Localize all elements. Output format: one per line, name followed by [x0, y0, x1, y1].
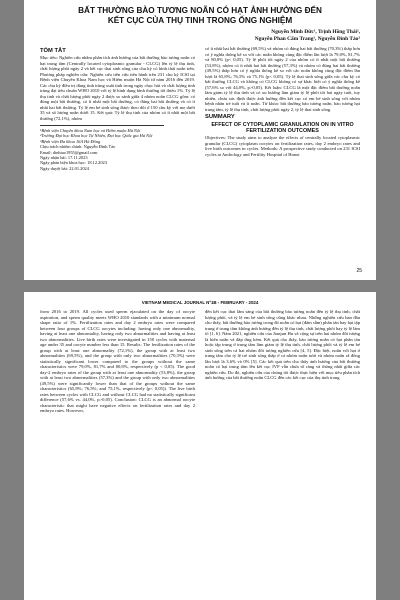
affiliation-line: ¹Bệnh viện Chuyên khoa Nam học và Hiếm muộn Hà Nội — [40, 128, 141, 133]
affiliation-line: Chịu trách nhiệm chính: Nguyễn Đình Tảo — [40, 144, 116, 150]
summary-en-title: EFFECT OF CYTOPLAMIC GRANULATION ON IN VITRO FERTILIZATION OUTCOMES — [211, 122, 354, 134]
title-line-1: BẤT THƯỜNG BÀO TƯƠNG NOÃN CÓ HẠT ẢNH HƯỞNG ĐẾN — [78, 6, 322, 15]
left-column — [40, 309, 195, 414]
affiliation-line: ²Trường Đại học Khoa học Tự Nhiên, Đại học Quốc gia Hà Nội — [40, 133, 153, 139]
summary-en-text: Objectives: The study aims to analyze the effects of centrally located cytoplasmic granular (CLCG) cytoplasm oocytes on fertilization rates, day 2 embryo rates and live birth outcomes in cycles. Methods: A prospective study conducted on 231 ICSI cycles at Andrology and Fertility Hospital of Hanoi — [205, 135, 360, 157]
title-line-2: KẾT CỤC CỦA THỤ TINH TRONG ỐNG NGHIỆM — [107, 16, 293, 25]
affiliation-line: Ngày duyệt bài: 22.01.2024 — [40, 165, 89, 171]
summary-en-heading: SUMMARY — [205, 114, 235, 120]
affiliation-line: Ngày nhận bài: 17.11.2023 — [40, 155, 88, 161]
affiliations — [40, 128, 195, 171]
affiliation-line: ³Bệnh viện Đa khoa 16A Hà Đông — [40, 138, 101, 144]
article-title — [40, 6, 360, 26]
journal-page-1 — [24, 0, 376, 280]
authors-line-1: Nguyễn Minh Đức¹, Trịnh Hồng Thái², — [271, 29, 360, 35]
running-header: VIETNAM MEDICAL JOURNAL Nº1B - FEBRUARY - 2024 — [141, 300, 259, 305]
affiliation-line: Email: dinhtao1955@gmail.com — [40, 149, 98, 155]
authors-line-2: Nguyễn Phan Cẩm Trang¹, Nguyễn Đình Tảo³ — [254, 36, 360, 42]
introduction-text: đến kết cục thai lâm sàng của bất thường bào tương noãn đến tỷ lệ thụ tinh, chất lượng phôi, và tỷ lệ em bé sinh sống cũng khác nhau. Những nghiên cứu ban đầu cho thấy, bất thường bào tương trong đó noãn có hạt (đám sẫm) phân tán hay hạt tập trung ở trung tâm không ảnh hưởng đến tỷ lệ thụ tinh, chất lượng phôi hay tỷ lệ làm tổ [1, 6]. Năm 2021, nghiên cứu của Jianjun Hu và cộng sự trên hai nhóm đối tượng là hiến noãn và đáp ứng kém. Kết quả cho thấy, bào tương noãn có hạt phân tán hoặc tập trung ở trung tâm làm giảm tỷ lệ thụ tinh, chất lượng phôi và tỷ lệ em bé sinh sống trên cả hai nhóm đối tượng nghiên cứu [4, 5]. Đặc biệt, noãn với hạt ở trung tâm cho tỷ lệ trẻ sinh sống thấp ở cả nhóm noãn tươi và nhóm noãn rã đông lần lượt là 3,6% và 0% [5]. Các kết quả trên cho thấy ảnh hưởng của bất thường noãn có hạt trung tâm lên kết cục IVF vẫn chưa rõ ràng và thống nhất giữa các nghiên cứu. Do đó, nghiên cứu của chúng tôi được thực hiện với mục tiêu phân tích ảnh hưởng của bất thường noãn CLCG đến các kết cục của thụ tinh trong — [205, 309, 360, 380]
abstract-vi-continued: có ít nhất hai bất thường (69,5%) và nhóm có đúng hai bất thường (70,3%) thấp hơn có ý nghĩa thống kê so với các noãn không cùng đặc điểm lần lượt là 79,0%, 81,7% và 80,8% (p< 0,05). Tỷ lệ phôi tốt ngày 2 của nhóm có ít nhất một bất thường (53,8%), nhóm có ít nhất hai bất thường (57,3%) và nhóm có đúng hai bất thường (49,5%) thấp hơn có ý nghĩa thống kê so với các noãn không cùng đặc điểm lần lượt là 65,8%; 76,5% và 75,1% (p< 0,05). Tỷ lệ thai sinh sống giữa các chu kỳ có bất thường CLCG và không có CLCG không có sự khác biệt có ý nghĩa thống kê (57,6% so với 44,0%, p>0,05). Kết luận: CLCG là một đặc điểm bất thường noãn làm giảm tỷ lệ thụ tinh và có xu hướng làm giảm tỷ lệ phôi tốt hai ngày tuổi, tuy nhiên, chưa xác định được ảnh hưởng đến kết cục có em bé sinh sống với nhóm bệnh nhân trẻ tuổi và ít noãn. Từ khóa: bất thường bào tương noãn, bào tương hạt trung tâm, tỷ lệ thụ tinh, chất lượng phôi ngày 2, tỷ lệ thai sinh sống. — [205, 46, 360, 112]
abstract-vi-text: Mục tiêu: Nghiên cứu nhằm phân tích ảnh hưởng của bất thường bào tương noãn có hạt trung tâm (Centrally located cytoplasmic granular - CLCG) lên tỷ lệ thụ tinh, chất lượng phôi ngày 2 và kết cục thai sinh sống của chu kỳ có hình thái noãn trên. Phương pháp nghiên cứu: Nghiên cứu tiến cứu tiến hành trên 231 chu kỳ ICSI tại Bệnh viện Chuyên Khoa Nam học và Hiếm muộn Hà Nội từ năm 2016 đến 2019. Các chu kỳ điều trị dùng tinh trùng xuất tinh trong ngày chọc hút và chất lượng tinh trùng đạt tiêu chuẩn WHO 2010 với tỷ lệ hình dạng bình thường tối thiểu 1%. Tỷ lệ thụ tinh và chất lượng phôi ngày 2 được so sánh giữa 4 nhóm noãn CLCG gồm: có đúng một bất thường, có ít nhất một bất thường, có đúng hai bất thường và có ít nhất hai bất thường. Tỷ lệ em bé sinh sống được theo dõi ở 150 chu kỳ với mẹ dưới 35 và số lượng noãn dưới 15. Kết quả: Tỷ lệ thụ tinh của nhóm có ít nhất một bất thường (72,1%), nhóm — [40, 55, 195, 121]
summary-heading: TÓM TẮT — [40, 48, 66, 54]
left-column — [40, 46, 195, 171]
right-column — [205, 309, 360, 414]
two-column-body — [40, 309, 360, 414]
authors — [40, 29, 360, 43]
right-column — [205, 46, 360, 171]
two-column-body — [40, 46, 360, 171]
footnote-divider — [40, 125, 164, 126]
page-number: 25 — [356, 268, 362, 274]
summary-en-continued: from 2016 to 2019. All cycles used sperm ejaculated on the day of oocyte aspiration, and sperm quality meets WHO 2010 standards with a minimum normal shape ratio of 1%. Fertilization rates and day 2 embryo rates were compared between four groups of CLCG oocytes including: having only one abnormality, having at least one abnormality, having only two abnormalities and having at least two abnormalities. Live birth rates were investigated in 150 cycles with maternal age under 35 and oocyte number less than 15. Results: The fertilization rates of the group with at least one abnormality (72,1%), the group with at least two abnormalities (69,5%), and the group with only two abnormalities (70,3%) were statistically significant lower compared to the groups without the same characteristics were 79,0%, 81,7% and 80,8%, respectively (p < 0,05). The good day-2 embryo rates of the group with at least one abnormality (53,8%), the group with at least two abnormalities (57,3%) and the group with only two abnormalities (49,5%) were significantly lower than that of the groups without the same characteristics (65,8%; 76,5%; and 75,1%, respectively (p< 0,05)). The live birth rates between cycles with CLCG and without CLCG had no statistically significant difference (57,6% vs. 44,0%, p>0,05). Conclusion: CLCG is an abnormal oocyte characteristic that might have negative effects on fertilization rates and day 2 embryo rates. However, — [40, 309, 195, 413]
affiliation-line: Ngày phản biện khoa học: 18.12.2023 — [40, 160, 107, 166]
journal-page-2 — [24, 292, 376, 600]
